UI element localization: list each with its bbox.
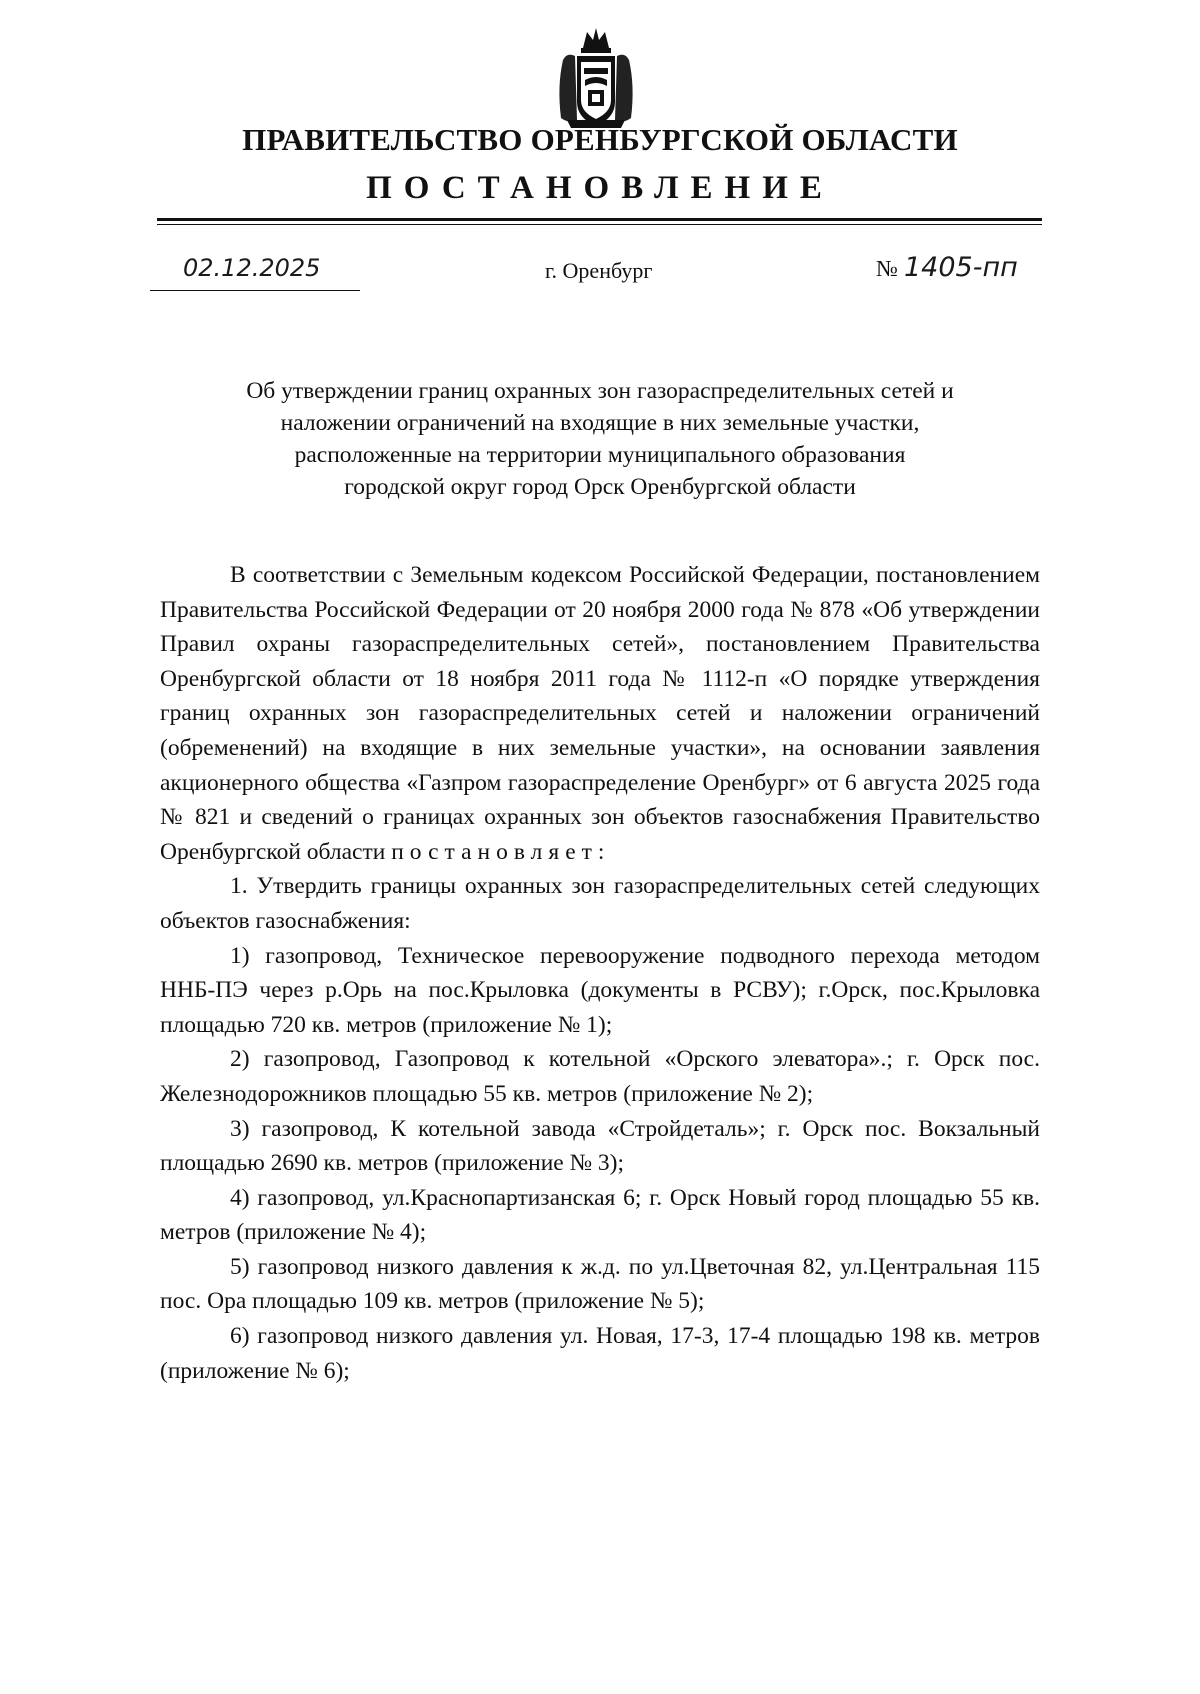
- header-rule: [157, 218, 1042, 221]
- document-type-title: ПОСТАНОВЛЕНИЕ: [366, 170, 834, 206]
- document-city: г. Оренбург: [545, 258, 653, 283]
- subitem-paragraph: 6) газопровод низкого давления ул. Новая, 17-3, 17-4 площадью 198 кв. метров (приложение № 6);: [160, 1323, 1040, 1384]
- resolves-word: постановляет:: [391, 838, 611, 865]
- document-number: 1405-пп: [904, 252, 1018, 283]
- header-rule-thin: [157, 224, 1042, 225]
- document-body: [160, 558, 1040, 1388]
- subitem-paragraph: 5) газопровод низкого давления к ж.д. по ул.Цветочная 82, ул.Центральная 115 пос. Ора площадью 109 кв. метров (приложение № 5);: [160, 1253, 1040, 1315]
- government-title: ПРАВИТЕЛЬСТВО ОРЕНБУРГСКОЙ ОБЛАСТИ: [242, 122, 958, 157]
- subitem-paragraph: 2) газопровод, Газопровод к котельной «Орского элеватора».; г. Орск пос. Железнодорожников площадью 55 кв. метров (приложение № 2);: [160, 1046, 1040, 1107]
- document-subject: [150, 375, 1050, 503]
- subject-line: Об утверждении границ охранных зон газораспределительных сетей и: [246, 378, 954, 404]
- subitem-paragraph: 1) газопровод, Техническое перевооружение подводного перехода методом ННБ-ПЭ через р.Орь на пос.Крыловка (документы в РСВУ); г.Орск, пос.Крыловка площадью 720 кв. метров (приложение № 1);: [160, 942, 1040, 1038]
- document-date: 02.12.2025: [183, 254, 321, 282]
- preamble-text: В соответствии с Земельным кодексом Российской Федерации, постановлением Правительства Российской Федерации от 20 ноября 2000 года № 878 «Об утверждении Правил охраны газораспределительных сетей», постановлением Правительства Оренбургской области от 18 ноября 2011 года № 1112-п «О порядке утверждения границ охранных зон газораспределительных сетей и наложении ограничений (обременений) на входящие в них земельные участки», на основании заявления акционерного общества «Газпром газораспределение Оренбург» от 6 августа 2025 года № 821 и сведений о границах охранных зон объектов газоснабжения Правительство Оренбургской области: [160, 562, 1040, 865]
- preamble-paragraph: [160, 558, 1040, 869]
- coat-of-arms-icon: [553, 26, 639, 130]
- subject-line: наложении ограничений на входящие в них земельные участки,: [280, 410, 920, 436]
- subject-line: городской округ город Орск Оренбургской области: [344, 474, 856, 500]
- subitem-paragraph: 4) газопровод, ул.Краснопартизанская 6; г. Орск Новый город площадью 55 кв. метров (приложение № 4);: [160, 1184, 1040, 1246]
- document-number-label: №: [876, 256, 898, 281]
- subitem-paragraph: 3) газопровод, К котельной завода «Стройдеталь»; г. Орск пос. Вокзальный площадью 2690 кв. метров (приложение № 3);: [160, 1115, 1040, 1177]
- subject-line: расположенные на территории муниципального образования: [294, 442, 906, 468]
- item-paragraph: 1. Утвердить границы охранных зон газораспределительных сетей следующих объектов газоснабжения:: [160, 873, 1040, 934]
